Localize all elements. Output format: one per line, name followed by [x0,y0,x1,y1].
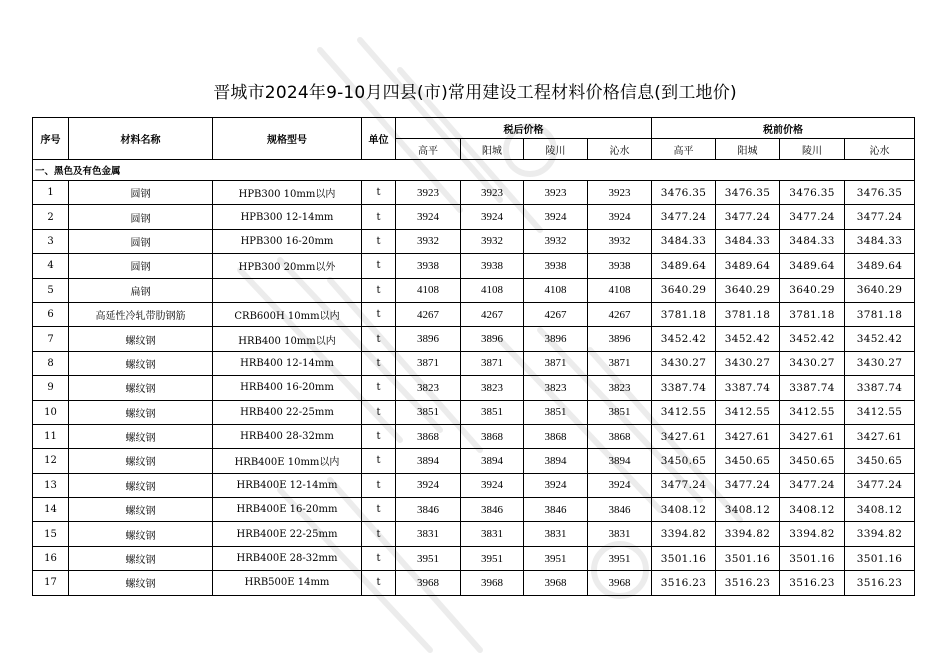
cell-spec: HRB500E 14mm [213,571,362,595]
header-region: 阳城 [461,139,524,160]
cell-after-tax: 3896 [396,327,461,351]
cell-unit: t [362,473,396,497]
header-index: 序号 [33,118,69,160]
cell-before-tax: 3412.55 [780,400,845,424]
table-row [33,376,915,400]
cell-after-tax: 3851 [524,400,588,424]
cell-before-tax: 3450.65 [716,449,780,473]
cell-after-tax: 3968 [524,571,588,595]
cell-name: 圆钢 [69,181,213,205]
cell-after-tax: 3924 [588,205,652,229]
cell-index: 6 [33,302,69,326]
cell-after-tax: 3831 [524,522,588,546]
page-title: 晋城市2024年9-10月四县(市)常用建设工程材料价格信息(到工地价) [213,83,737,103]
cell-index: 13 [33,473,69,497]
cell-after-tax: 3894 [524,449,588,473]
cell-unit: t [362,400,396,424]
table-row [33,351,915,375]
table-row [33,400,915,424]
table-row [33,181,915,205]
cell-after-tax: 3868 [396,424,461,448]
cell-unit: t [362,254,396,278]
cell-after-tax: 3938 [588,254,652,278]
cell-before-tax: 3427.61 [780,424,845,448]
cell-after-tax: 3968 [588,571,652,595]
section-row [33,160,915,181]
cell-spec: HRB400E 10mm以内 [213,449,362,473]
cell-before-tax: 3484.33 [716,229,780,253]
cell-unit: t [362,229,396,253]
header-region: 高平 [652,139,716,160]
cell-before-tax: 3489.64 [845,254,915,278]
table-row [33,302,915,326]
cell-before-tax: 3430.27 [845,351,915,375]
table-row [33,278,915,302]
cell-before-tax: 3452.42 [845,327,915,351]
cell-after-tax: 3924 [396,473,461,497]
cell-unit: t [362,449,396,473]
cell-after-tax: 3951 [461,546,524,570]
cell-spec: HRB400E 16-20mm [213,498,362,522]
cell-spec: HPB300 20mm以外 [213,254,362,278]
cell-index: 5 [33,278,69,302]
cell-before-tax: 3489.64 [716,254,780,278]
cell-unit: t [362,181,396,205]
cell-index: 12 [33,449,69,473]
cell-after-tax: 4267 [588,302,652,326]
cell-before-tax: 3408.12 [652,498,716,522]
cell-before-tax: 3387.74 [716,376,780,400]
cell-before-tax: 3394.82 [716,522,780,546]
cell-before-tax: 3452.42 [780,327,845,351]
cell-before-tax: 3387.74 [845,376,915,400]
cell-index: 10 [33,400,69,424]
cell-after-tax: 4267 [461,302,524,326]
cell-after-tax: 3932 [461,229,524,253]
cell-after-tax: 3923 [396,181,461,205]
cell-index: 9 [33,376,69,400]
cell-name: 螺纹钢 [69,522,213,546]
cell-after-tax: 3896 [461,327,524,351]
cell-after-tax: 3894 [461,449,524,473]
cell-after-tax: 4108 [588,278,652,302]
cell-before-tax: 3476.35 [845,181,915,205]
cell-before-tax: 3501.16 [716,546,780,570]
cell-before-tax: 3516.23 [845,571,915,595]
cell-name: 螺纹钢 [69,449,213,473]
cell-before-tax: 3477.24 [652,205,716,229]
cell-before-tax: 3427.61 [652,424,716,448]
table-row [33,522,915,546]
cell-spec: HRB400E 22-25mm [213,522,362,546]
cell-before-tax: 3450.65 [652,449,716,473]
cell-after-tax: 3871 [396,351,461,375]
cell-after-tax: 3868 [461,424,524,448]
cell-unit: t [362,278,396,302]
cell-index: 14 [33,498,69,522]
cell-before-tax: 3408.12 [780,498,845,522]
cell-spec: HPB300 12-14mm [213,205,362,229]
cell-before-tax: 3408.12 [716,498,780,522]
table-row [33,205,915,229]
cell-before-tax: 3452.42 [716,327,780,351]
cell-after-tax: 3924 [396,205,461,229]
cell-spec: HRB400E 12-14mm [213,473,362,497]
cell-after-tax: 3896 [588,327,652,351]
cell-after-tax: 3968 [396,571,461,595]
cell-before-tax: 3427.61 [716,424,780,448]
cell-before-tax: 3640.29 [652,278,716,302]
cell-index: 17 [33,571,69,595]
cell-before-tax: 3476.35 [780,181,845,205]
cell-after-tax: 3851 [461,400,524,424]
cell-unit: t [362,522,396,546]
cell-name: 螺纹钢 [69,473,213,497]
cell-before-tax: 3516.23 [716,571,780,595]
section-title: 一、黑色及有色金属 [33,160,915,181]
cell-after-tax: 3846 [396,498,461,522]
cell-spec: HPB300 16-20mm [213,229,362,253]
cell-before-tax: 3430.27 [652,351,716,375]
cell-after-tax: 3823 [396,376,461,400]
cell-after-tax: 3823 [524,376,588,400]
cell-before-tax: 3477.24 [845,473,915,497]
cell-before-tax: 3781.18 [780,302,845,326]
price-table [32,117,915,596]
cell-before-tax: 3450.65 [780,449,845,473]
cell-before-tax: 3477.24 [652,473,716,497]
header-region: 沁水 [588,139,652,160]
cell-before-tax: 3781.18 [716,302,780,326]
cell-before-tax: 3484.33 [780,229,845,253]
cell-spec [213,278,362,302]
cell-unit: t [362,424,396,448]
cell-before-tax: 3408.12 [845,498,915,522]
header-name: 材料名称 [69,118,213,160]
cell-index: 8 [33,351,69,375]
cell-after-tax: 3968 [461,571,524,595]
cell-before-tax: 3477.24 [716,205,780,229]
cell-after-tax: 3846 [461,498,524,522]
cell-before-tax: 3387.74 [652,376,716,400]
cell-after-tax: 3923 [461,181,524,205]
cell-before-tax: 3412.55 [716,400,780,424]
cell-before-tax: 3450.65 [845,449,915,473]
header-after-tax: 税后价格 [396,118,652,139]
header-before-tax: 税前价格 [652,118,915,139]
cell-name: 圆钢 [69,229,213,253]
cell-after-tax: 3896 [524,327,588,351]
cell-name: 螺纹钢 [69,424,213,448]
cell-before-tax: 3501.16 [652,546,716,570]
cell-unit: t [362,376,396,400]
cell-unit: t [362,327,396,351]
cell-after-tax: 3894 [588,449,652,473]
cell-name: 扁钢 [69,278,213,302]
cell-after-tax: 3951 [524,546,588,570]
cell-after-tax: 3851 [588,400,652,424]
cell-unit: t [362,302,396,326]
cell-before-tax: 3781.18 [845,302,915,326]
cell-index: 2 [33,205,69,229]
cell-after-tax: 3923 [524,181,588,205]
cell-spec: HRB400 12-14mm [213,351,362,375]
cell-after-tax: 3831 [396,522,461,546]
cell-index: 7 [33,327,69,351]
cell-spec: HRB400E 28-32mm [213,546,362,570]
cell-before-tax: 3477.24 [845,205,915,229]
cell-before-tax: 3394.82 [845,522,915,546]
cell-after-tax: 3932 [524,229,588,253]
cell-before-tax: 3394.82 [652,522,716,546]
cell-index: 16 [33,546,69,570]
cell-spec: HRB400 28-32mm [213,424,362,448]
cell-unit: t [362,205,396,229]
table-row [33,254,915,278]
cell-after-tax: 3894 [396,449,461,473]
cell-before-tax: 3452.42 [652,327,716,351]
cell-after-tax: 4267 [524,302,588,326]
cell-after-tax: 3823 [461,376,524,400]
table-row [33,571,915,595]
header-region: 陵川 [780,139,845,160]
cell-name: 螺纹钢 [69,351,213,375]
cell-after-tax: 3924 [524,473,588,497]
table-row [33,546,915,570]
cell-index: 4 [33,254,69,278]
cell-spec: HPB300 10mm以内 [213,181,362,205]
table-row [33,229,915,253]
cell-after-tax: 4267 [396,302,461,326]
cell-index: 3 [33,229,69,253]
cell-before-tax: 3640.29 [845,278,915,302]
header-region: 高平 [396,139,461,160]
header-spec: 规格型号 [213,118,362,160]
cell-after-tax: 3868 [588,424,652,448]
cell-before-tax: 3412.55 [652,400,716,424]
cell-before-tax: 3394.82 [780,522,845,546]
cell-index: 1 [33,181,69,205]
cell-before-tax: 3412.55 [845,400,915,424]
cell-name: 螺纹钢 [69,327,213,351]
table-row [33,449,915,473]
cell-unit: t [362,546,396,570]
cell-after-tax: 3924 [588,473,652,497]
cell-after-tax: 3938 [461,254,524,278]
cell-spec: HRB400 10mm以内 [213,327,362,351]
cell-name: 螺纹钢 [69,498,213,522]
cell-before-tax: 3430.27 [780,351,845,375]
cell-after-tax: 3932 [396,229,461,253]
cell-after-tax: 3851 [396,400,461,424]
cell-after-tax: 3924 [524,205,588,229]
cell-name: 圆钢 [69,205,213,229]
cell-name: 圆钢 [69,254,213,278]
cell-spec: CRB600H 10mm以内 [213,302,362,326]
cell-after-tax: 4108 [396,278,461,302]
cell-before-tax: 3476.35 [652,181,716,205]
cell-after-tax: 3924 [461,473,524,497]
cell-before-tax: 3476.35 [716,181,780,205]
cell-name: 螺纹钢 [69,400,213,424]
cell-name: 高延性冷轧带肋钢筋 [69,302,213,326]
cell-after-tax: 4108 [461,278,524,302]
cell-before-tax: 3516.23 [780,571,845,595]
cell-after-tax: 3831 [461,522,524,546]
cell-before-tax: 3430.27 [716,351,780,375]
cell-before-tax: 3477.24 [780,473,845,497]
cell-after-tax: 3868 [524,424,588,448]
header-region: 沁水 [845,139,915,160]
cell-name: 螺纹钢 [69,571,213,595]
cell-before-tax: 3477.24 [780,205,845,229]
cell-after-tax: 3871 [524,351,588,375]
cell-after-tax: 3871 [461,351,524,375]
cell-before-tax: 3640.29 [716,278,780,302]
cell-after-tax: 3823 [588,376,652,400]
cell-after-tax: 3923 [588,181,652,205]
cell-after-tax: 3871 [588,351,652,375]
cell-after-tax: 3951 [588,546,652,570]
cell-before-tax: 3484.33 [652,229,716,253]
cell-spec: HRB400 16-20mm [213,376,362,400]
cell-index: 15 [33,522,69,546]
cell-before-tax: 3387.74 [780,376,845,400]
cell-before-tax: 3516.23 [652,571,716,595]
cell-after-tax: 3932 [588,229,652,253]
header-unit: 单位 [362,118,396,160]
cell-after-tax: 3924 [461,205,524,229]
cell-unit: t [362,571,396,595]
cell-before-tax: 3484.33 [845,229,915,253]
cell-after-tax: 3938 [396,254,461,278]
cell-before-tax: 3489.64 [652,254,716,278]
cell-index: 11 [33,424,69,448]
cell-before-tax: 3781.18 [652,302,716,326]
cell-unit: t [362,498,396,522]
cell-after-tax: 3951 [396,546,461,570]
cell-name: 螺纹钢 [69,546,213,570]
cell-before-tax: 3477.24 [716,473,780,497]
cell-spec: HRB400 22-25mm [213,400,362,424]
cell-after-tax: 3846 [588,498,652,522]
table-row [33,473,915,497]
header-region: 陵川 [524,139,588,160]
cell-before-tax: 3489.64 [780,254,845,278]
cell-after-tax: 3846 [524,498,588,522]
cell-before-tax: 3501.16 [845,546,915,570]
table-row [33,424,915,448]
cell-before-tax: 3501.16 [780,546,845,570]
cell-before-tax: 3640.29 [780,278,845,302]
cell-before-tax: 3427.61 [845,424,915,448]
cell-after-tax: 3938 [524,254,588,278]
cell-after-tax: 4108 [524,278,588,302]
table-row [33,498,915,522]
header-region: 阳城 [716,139,780,160]
cell-unit: t [362,351,396,375]
cell-name: 螺纹钢 [69,376,213,400]
table-row [33,327,915,351]
cell-after-tax: 3831 [588,522,652,546]
